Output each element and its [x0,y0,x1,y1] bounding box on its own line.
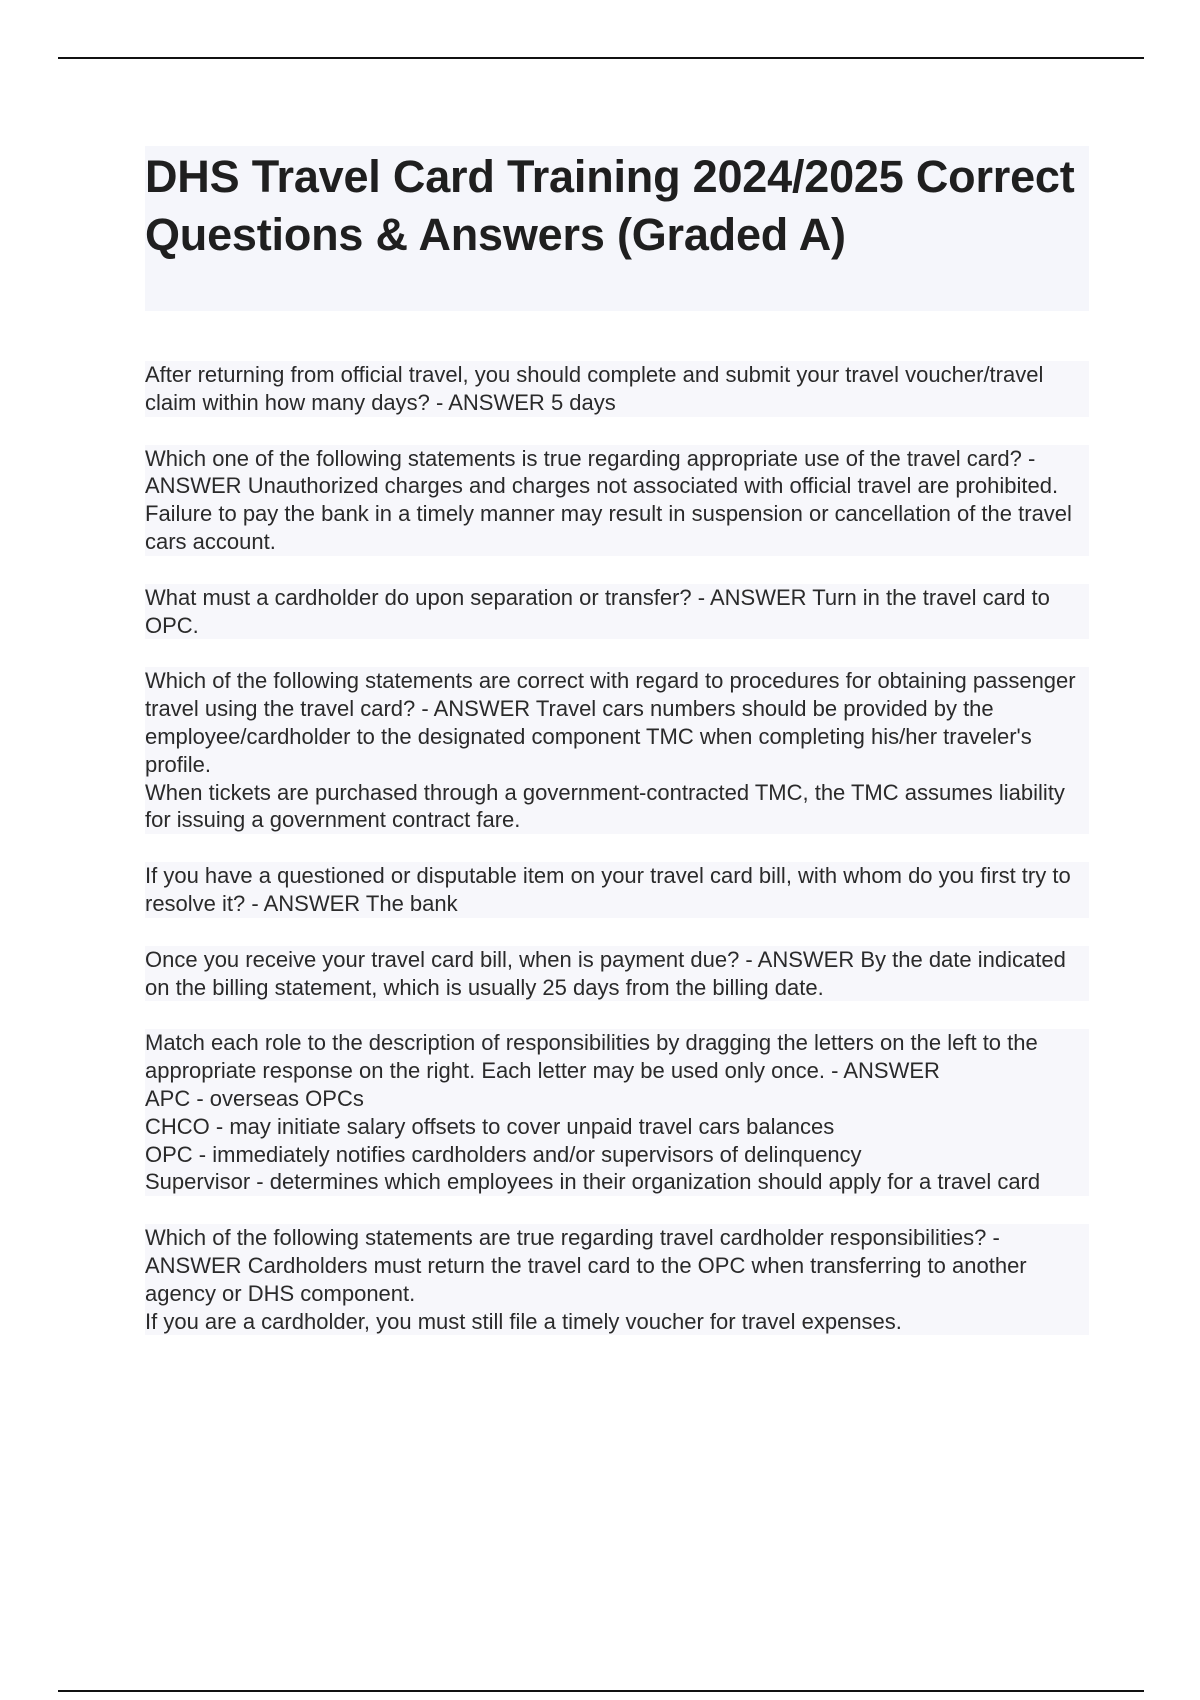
qa-item [145,445,1089,556]
qa-list [145,361,1089,1335]
question-text: Once you receive your travel card bill, when is payment due? [145,946,740,972]
answer-label: ANSWER [757,946,855,972]
qa-item [145,584,1089,640]
title-block [145,146,1089,311]
question-text: Match each role to the description of responsibilities by dragging the letters on the left to the appropriate response on the right. Each letter may be used only once. [145,1030,1038,1084]
answer-label: ANSWER [145,1252,242,1278]
answer-label: ANSWER [263,890,361,916]
separator: - [986,1225,1000,1251]
answer-text: Unauthorized charges and charges not associated with official travel are prohibited. Failure to pay the bank in a timely manner may result in suspension or cancellation of the travel cars account. [145,473,1072,554]
question-text: Which of the following statements are correct with regard to procedures for obtaining passenger travel using the travel card? [145,668,1076,722]
question-text: Which one of the following statements is true regarding appropriate use of the travel card? [145,445,1022,471]
separator: - [1021,445,1036,471]
separator: - [691,584,710,610]
answer-text: Travel cars numbers should be provided by the employee/cardholder to the designated component TMC when completing his/her traveler's profile. When tickets are purchased through a government-contracted TMC, the TMC assumes liability for issuing a government contract fare. [145,696,1065,833]
document-title: DHS Travel Card Training 2024/2025 Correct Questions & Answers (Graded A) [145,151,1075,260]
answer-label: ANSWER [709,584,807,610]
document-body [145,146,1089,1363]
answer-label: ANSWER [843,1058,940,1084]
question-text: Which of the following statements are true regarding travel cardholder responsibilities? [145,1225,987,1251]
answer-text: APC - overseas OPCs CHCO - may initiate salary offsets to cover unpaid travel cars balances OPC - immediately notifies cardholders and/or supervisors of delinquency Supervisor - determines which employees in their organization should apply for a travel card [145,1085,1041,1195]
question-text: If you have a questioned or disputable item on your travel card bill, with whom do you first try to resolve it? [145,863,1071,916]
question-text: What must a cardholder do upon separation or transfer? [145,584,692,610]
answer-text: The bank [365,890,458,916]
answer-text: By the date indicated on the billing statement, which is usually 25 days from the billing date. [145,946,1066,1000]
answer-text: 5 days [550,389,616,415]
separator: - [739,946,758,972]
qa-item [145,862,1089,918]
qa-item [145,667,1089,834]
separator: - [429,389,449,415]
qa-item [145,1029,1089,1196]
top-rule [58,57,1144,59]
answer-label: ANSWER [433,696,531,722]
separator: - [245,890,264,916]
qa-item [145,946,1089,1002]
answer-label: ANSWER [448,389,545,415]
answer-text: Cardholders must return the travel card to the OPC when transferring to another agency or DHS component. If you are a cardholder, you must still file a timely voucher for travel expenses. [145,1252,1027,1334]
answer-label: ANSWER [145,473,242,499]
bottom-rule [58,1690,1144,1692]
question-text: After returning from official travel, you should complete and submit your travel voucher/travel claim within how many days? [145,362,1044,415]
qa-item [145,1224,1089,1335]
separator: - [415,696,434,722]
qa-item [145,361,1089,417]
answer-text: Turn in the travel card to OPC. [145,584,1050,638]
separator: - [824,1058,844,1084]
